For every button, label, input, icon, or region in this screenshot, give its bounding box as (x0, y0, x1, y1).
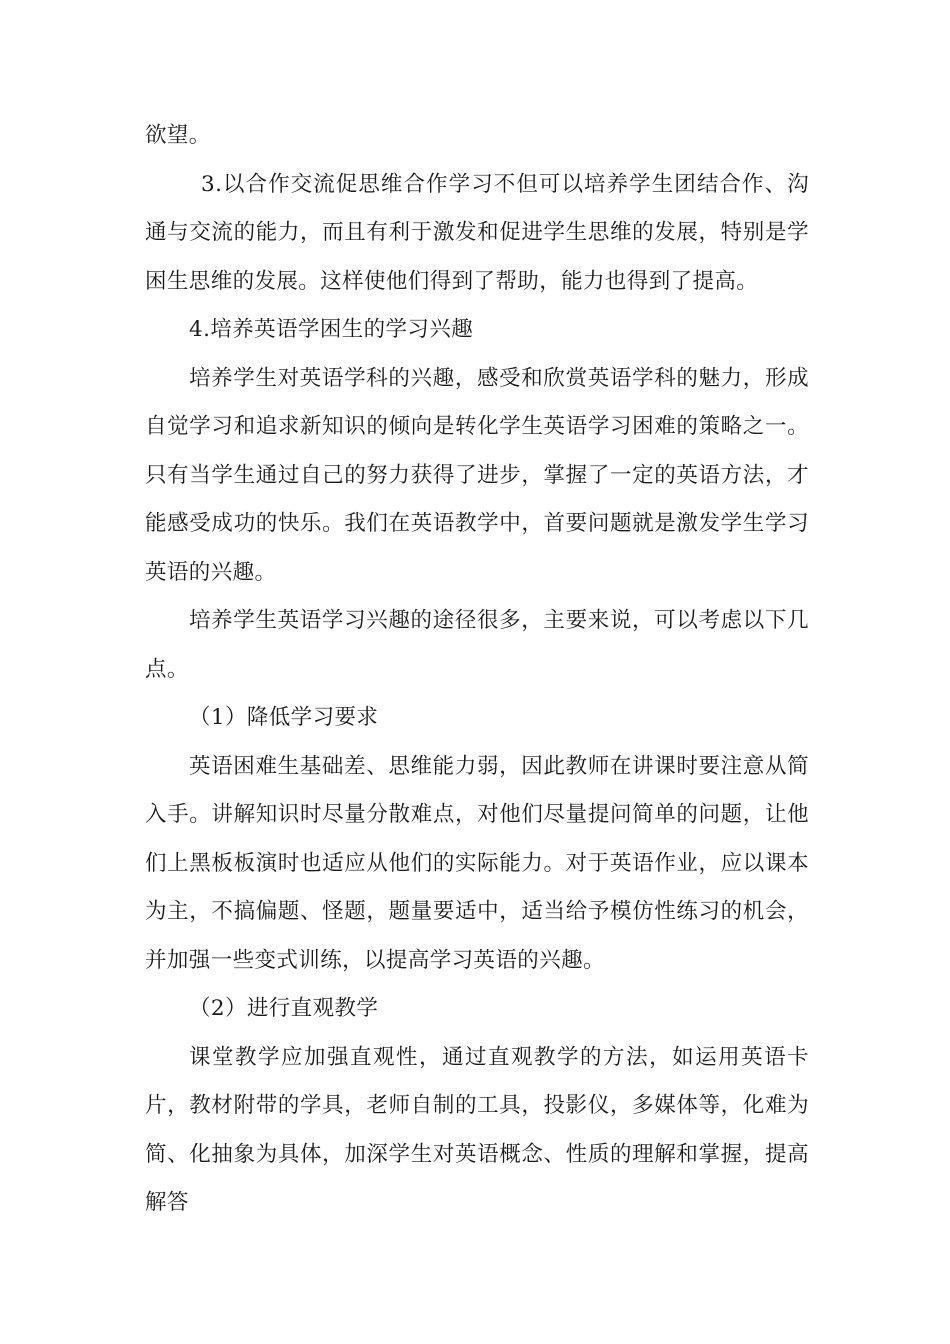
paragraph-interest-ways: 培养学生英语学习兴趣的途径很多，主要来说，可以考虑以下几点。 (145, 608, 809, 682)
subheading-lower-requirements: （1）降低学习要求 (189, 705, 379, 730)
paragraph-section-3: 3.以合作交流促思维合作学习不但可以培养学生团结合作、沟通与交流的能力，而且有利于激发和促进学生思维的发展，特别是学困生思维的发展。这样使他们得到了帮助，能力也得到了提高。 (145, 171, 809, 294)
paragraph-lower-requirements: 英语困难生基础差、思维能力弱，因此教师在讲课时要注意从简入手。讲解知识时尽量分散难点，对他们尽量提问简单的问题，让他们上黑板板演时也适应从他们的实际能力。对于英语作业，应以课本为主，不搞偏题、怪题，题量要适中，适当给予模仿性练习的机会，并加强一些变式训练，以提高学习英语的兴趣。 (145, 753, 809, 973)
paragraph-continuation: 欲望。 (145, 123, 211, 148)
paragraph-interest-intro: 培养学生对英语学科的兴趣，感受和欣赏英语学科的魅力，形成自觉学习和追求新知识的倾向是转化学生英语学习困难的策略之一。只有当学生通过自己的努力获得了进步，掌握了一定的英语方法，才能感受成功的快乐。我们在英语教学中，首要问题就是激发学生学习英语的兴趣。 (145, 365, 809, 585)
document-body (145, 112, 809, 1228)
paragraph-visual-teaching: 课堂教学应加强直观性，通过直观教学的方法，如运用英语卡片，教材附带的学具，老师自制的工具，投影仪，多媒体等，化难为简、化抽象为具体，加深学生对英语概念、性质的理解和掌握，提高解答 (145, 1044, 809, 1215)
section-heading-4: 4.培养英语学困生的学习兴趣 (189, 317, 474, 342)
subheading-visual-teaching: （2）进行直观教学 (189, 996, 379, 1021)
